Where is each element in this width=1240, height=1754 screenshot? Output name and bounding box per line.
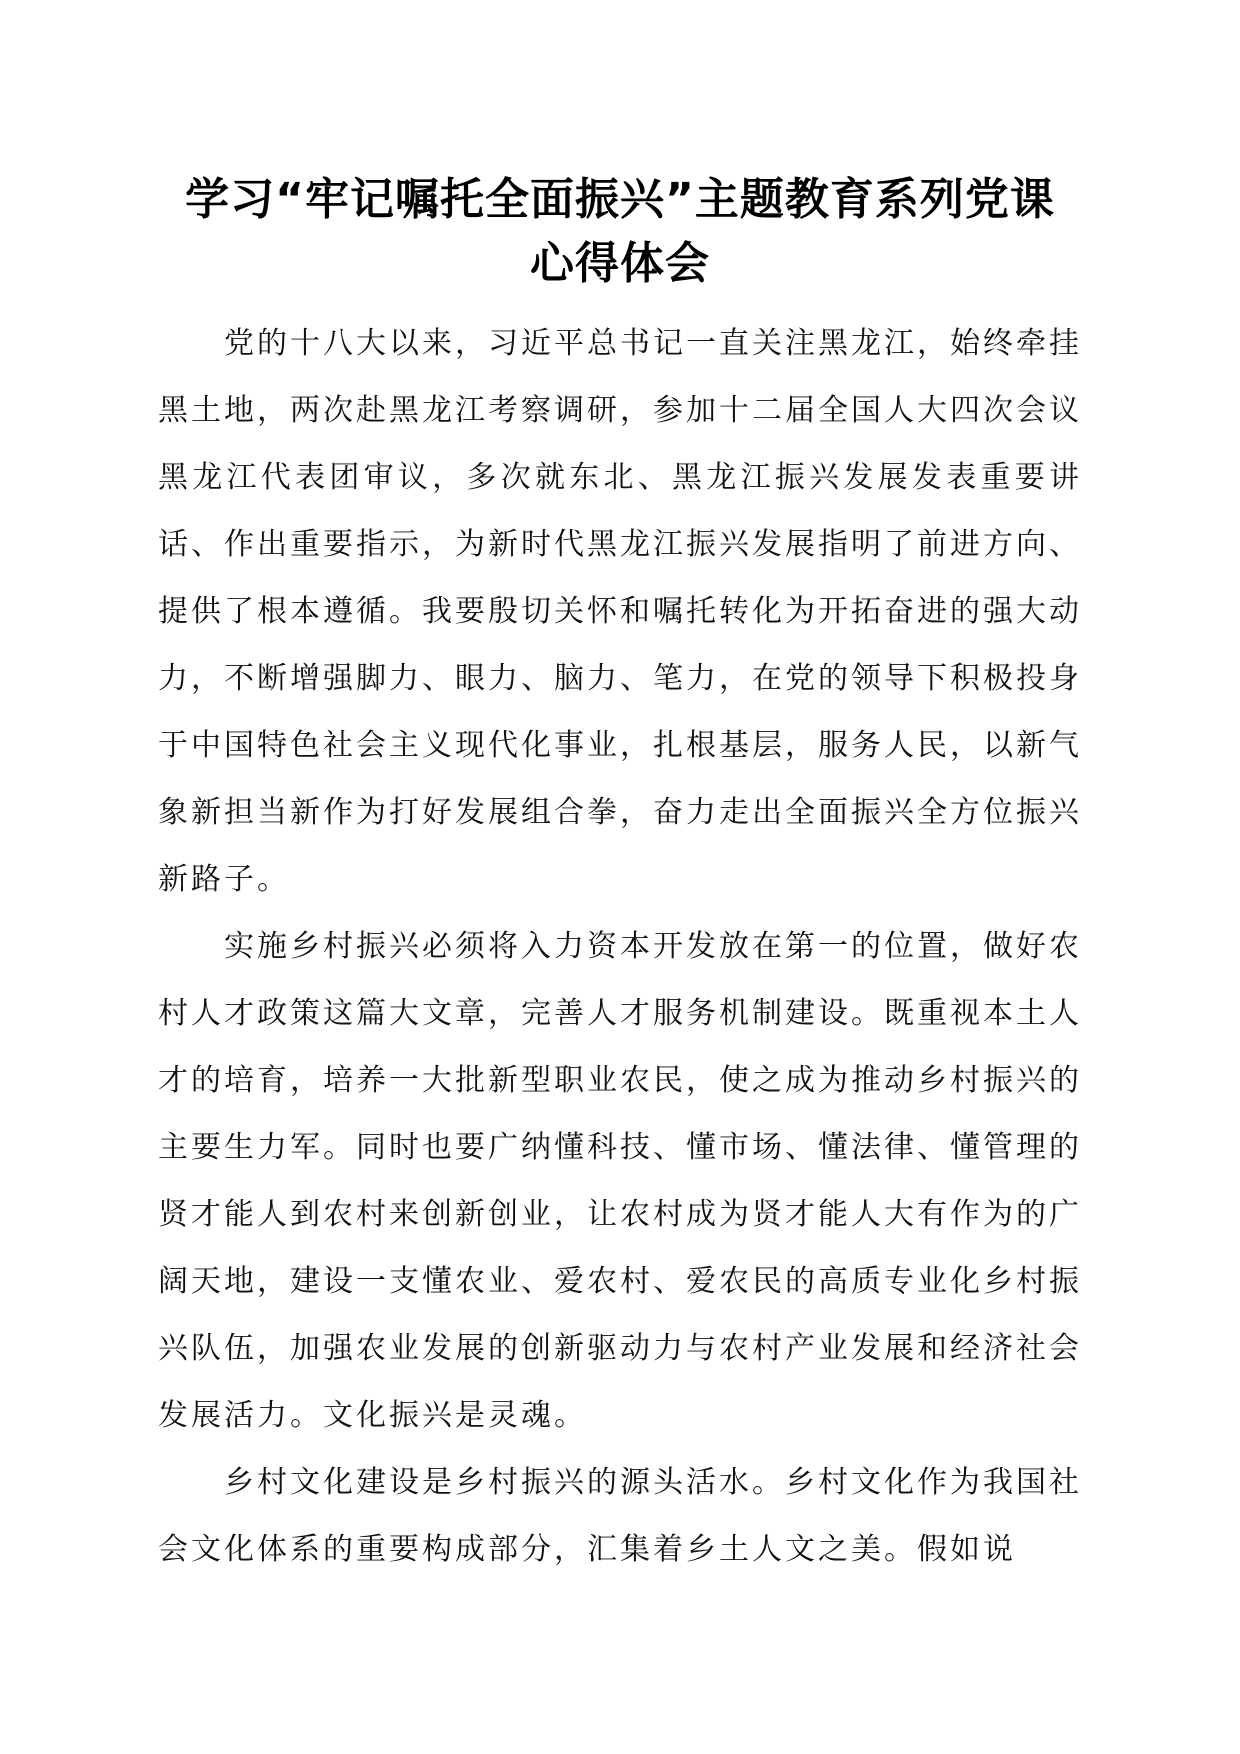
title-line-1: 学习“牢记嘱托全面振兴”主题教育系列党课 — [185, 174, 1055, 225]
paragraph-3: 乡村文化建设是乡村振兴的源头活水。乡村文化作为我国社会文化体系的重要构成部分，汇集着乡土人文之美。假如说 — [158, 1465, 1082, 1567]
document-title — [150, 168, 1090, 296]
title-line-2: 心得体会 — [530, 238, 710, 289]
paragraph-2: 实施乡村振兴必须将入力资本开发放在第一的位置，做好农村人才政策这篇大文章，完善人才服务机制建设。既重视本土人才的培育，培养一大批新型职业农民，使之成为推动乡村振兴的主要生力军。同时也要广纳懂科技、懂市场、懂法律、懂管理的贤才能人到农村来创新创业，让农村成为贤才能人大有作为的广阔天地，建设一支懂农业、爱农村、爱农民的高质专业化乡村振兴队伍，加强农业发展的创新驱动力与农村产业发展和经济社会发展活力。文化振兴是灵魂。 — [158, 929, 1082, 1433]
document-body — [158, 310, 1082, 1583]
paragraph-1: 党的十八大以来，习近平总书记一直关注黑龙江，始终牵挂黑土地，两次赴黑龙江考察调研，参加十二届全国人大四次会议黑龙江代表团审议，多次就东北、黑龙江振兴发展发表重要讲话、作出重要指示，为新时代黑龙江振兴发展指明了前进方向、提供了根本遵循。我要殷切关怀和嘱托转化为开拓奋进的强大动力，不断增强脚力、眼力、脑力、笔力，在党的领导下积极投身于中国特色社会主义现代化事业，扎根基层，服务人民，以新气象新担当新作为打好发展组合拳，奋力走出全面振兴全方位振兴新路子。 — [158, 326, 1082, 897]
